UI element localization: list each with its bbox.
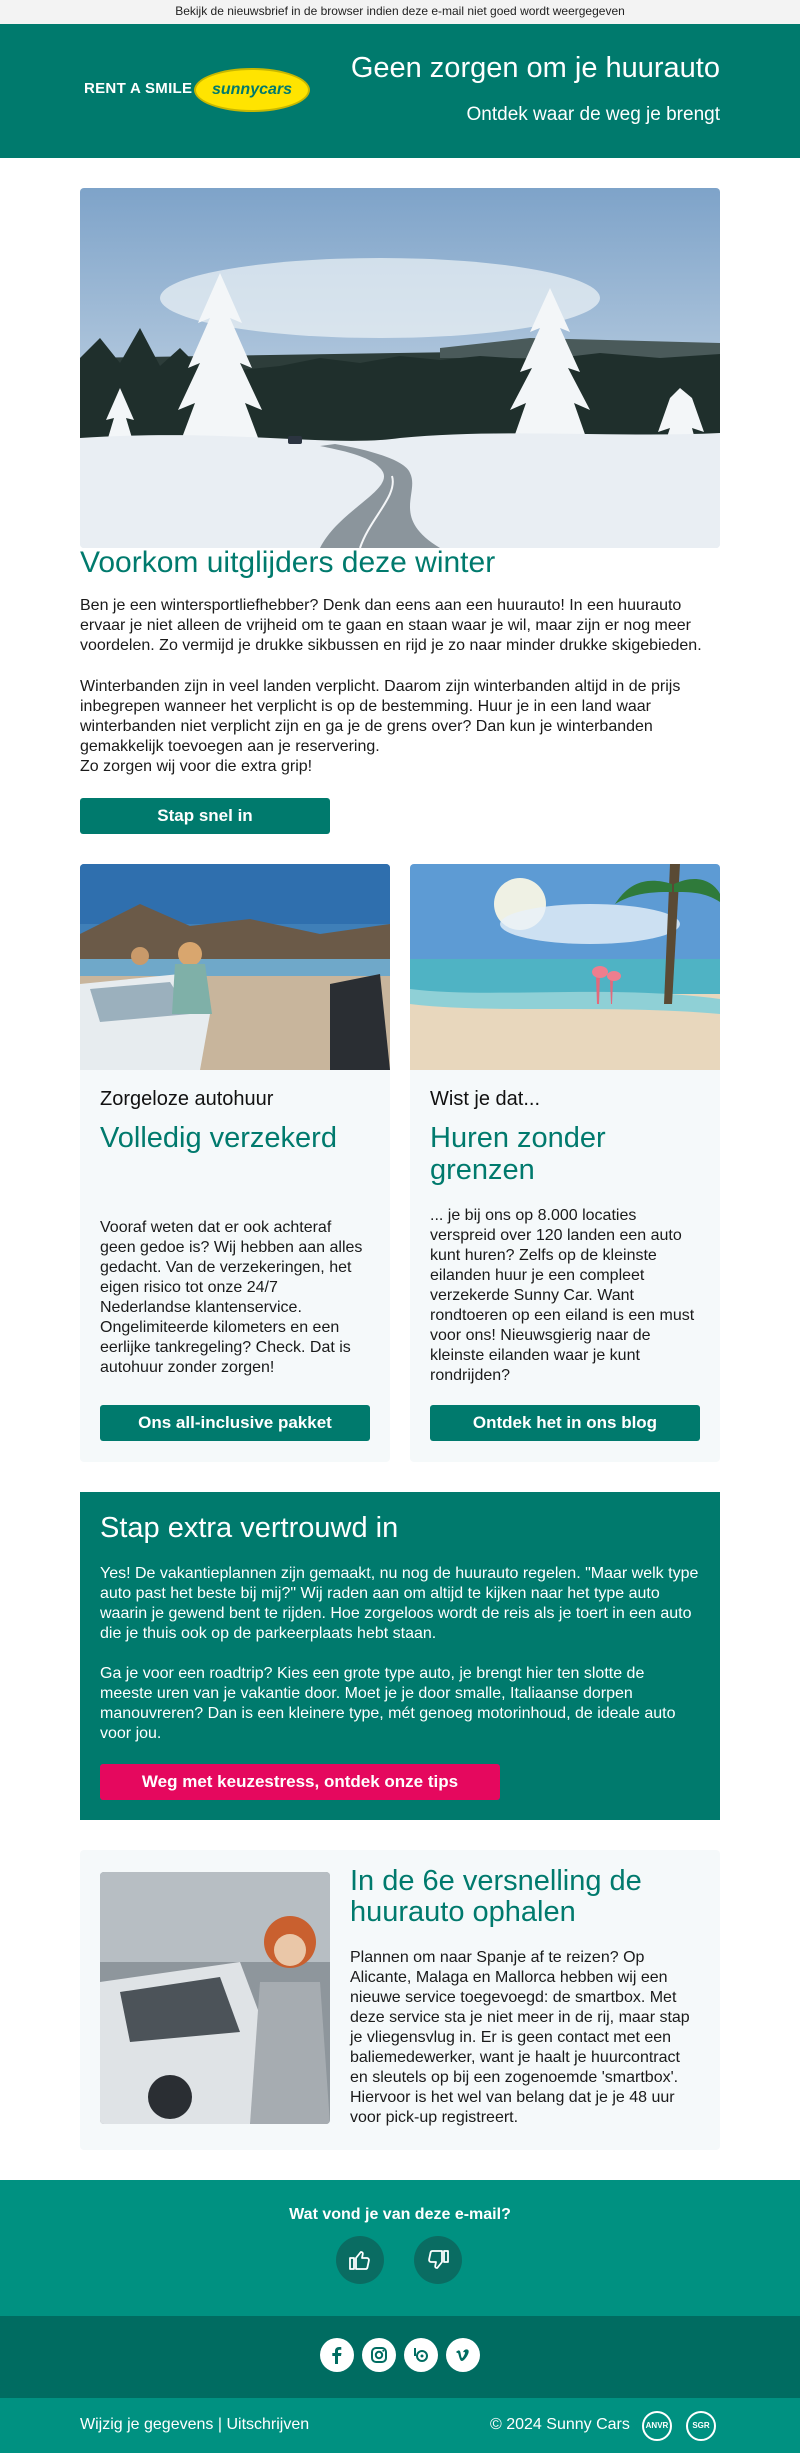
sunnycars-logo[interactable] — [84, 68, 314, 112]
woman-car-illustration — [100, 1872, 330, 2124]
trust-paragraph-2: Ga je voor een roadtrip? Kies een grote type auto, je brengt hier ten slotte de meeste uren van je vakantie door. Moet je je door smalle, Italiaanse dorpen manouvreren? Dan is een kleinere type, mét genoeg motorinhoud, de ideale auto voor jou. — [100, 1665, 676, 1742]
smartbox-section — [80, 1850, 720, 2150]
card-image-flamingo-beach[interactable] — [410, 864, 720, 1070]
sgr-badge-icon: SGR — [686, 2411, 716, 2441]
sunnycars-logo-badge — [194, 68, 310, 112]
card-title: Volledig verzekerd — [100, 1122, 337, 1154]
winter-paragraph-2-text: Winterbanden zijn in veel landen verplicht. Daarom zijn winterbanden altijd in de prijs inbegrepen wanneer het verplicht is op de bestemming. Huur je in een land waar winterbanden niet verplicht zijn en ga je de grens over? Dan kun je winterbanden gemakkelijk toevoegen aan je reservering. — [80, 678, 681, 755]
header-subtitle: Ontdek waar de weg je brengt — [466, 104, 720, 125]
vimeo-icon[interactable] — [446, 2338, 480, 2372]
thumbs-down-button[interactable] — [414, 2236, 462, 2284]
winter-road-illustration — [80, 188, 720, 548]
smartbox-image-woman-car[interactable] — [100, 1872, 330, 2124]
card-eyebrow: Wist je dat... — [430, 1088, 541, 1110]
smartbox-text: Plannen om naar Spanje af te reizen? Op Alicante, Malaga en Mallorca hebben wij een nieuwe service toegevoegd: de smartbox. Met deze service sta je niet meer in de rij, maar stap je vliegensvlug in. Er is geen contact met een baliemedewerker, want je haalt je huurcontract en sleutels op bij een zogenoemde 'smartbox'. Hiervoor is het wel van belang dat je je 48 uur voor pick-up registreert. — [350, 1949, 690, 2126]
unsubscribe-link[interactable]: Uitschrijven — [226, 2416, 310, 2433]
winter-paragraph-3-text: Zo zorgen wij voor die extra grip! — [80, 758, 313, 775]
thumbs-up-button[interactable] — [336, 2236, 384, 2284]
view-in-browser-link[interactable]: Bekijk de nieuwsbrief in de browser indien deze e-mail niet goed wordt weergegeven — [175, 4, 625, 18]
footer-links — [80, 2416, 309, 2434]
anvr-badge-icon: ANVR — [642, 2411, 672, 2441]
card-title: Huren zonder grenzen — [430, 1122, 606, 1186]
vimeo-glyph — [453, 2345, 473, 2365]
brand-slogan: RENT A SMILE — [84, 80, 193, 97]
stap-snel-in-button[interactable]: Stap snel in — [80, 798, 330, 834]
flamingo-beach-illustration — [410, 864, 720, 1070]
blog-icon[interactable] — [404, 2338, 438, 2372]
trust-section — [80, 1492, 720, 1820]
blog-button[interactable]: Ontdek het in ons blog — [430, 1405, 700, 1441]
social-bar — [0, 2316, 800, 2398]
change-details-link[interactable]: Wijzig je gegevens — [80, 2416, 214, 2433]
view-in-browser-bar[interactable] — [0, 0, 800, 24]
smartbox-title: In de 6e versnelling de huurauto ophalen — [350, 1865, 642, 1928]
all-inclusive-button[interactable]: Ons all-inclusive pakket — [100, 1405, 370, 1441]
thumbs-down-icon — [426, 2248, 450, 2272]
instagram-glyph — [369, 2345, 389, 2365]
feedback-question: Wat vond je van deze e-mail? — [289, 2206, 511, 2223]
card-image-beach-car[interactable] — [80, 864, 390, 1070]
logo-text: sunnycars — [211, 81, 293, 98]
hero-image-winter-road[interactable] — [80, 188, 720, 548]
card-eyebrow: Zorgeloze autohuur — [100, 1088, 274, 1110]
footer-separator: | — [213, 2416, 227, 2433]
feedback-section — [0, 2180, 800, 2316]
facebook-icon[interactable] — [320, 2338, 354, 2372]
card-insurance — [80, 864, 390, 1462]
thumbs-up-icon — [348, 2248, 372, 2272]
tips-button[interactable]: Weg met keuzestress, ontdek onze tips — [100, 1764, 500, 1800]
header-title: Geen zorgen om je huurauto — [350, 52, 720, 84]
instagram-icon[interactable] — [362, 2338, 396, 2372]
winter-paragraph-1: Ben je een wintersportliefhebber? Denk dan eens aan een huurauto! In een huurauto ervaar je niet alleen de vrijheid om te gaan en staan waar je wil, maar zijn er nog meer voordelen. Zo vermijd je drukke sikbussen en rijd je zo naar minder drukke skigebieden. — [80, 597, 702, 654]
footer — [0, 2398, 800, 2453]
facebook-glyph — [327, 2345, 347, 2365]
card-no-borders — [410, 864, 720, 1462]
winter-paragraph-2 — [80, 677, 720, 777]
trust-paragraph-1: Yes! De vakantieplannen zijn gemaakt, nu nog de huurauto regelen. "Maar welk type auto past het beste bij mij?" Wij raden aan om altijd te kijken naar het type auto waarin je gewend bent te rijden. Hoe zorgeloos wordt de reis als je toert in een auto die je thuis ook op de parkeerplaats hebt staan. — [100, 1565, 699, 1642]
winter-section-title: Voorkom uitglijders deze winter — [80, 546, 496, 579]
card-text: ... je bij ons op 8.000 locaties verspreid over 120 landen een auto kunt huren? Zelfs op de kleinste eilanden huur je een compleet verzekerde Sunny Car. Want rondtoeren op een eiland is een must voor ons! Nieuwsgierig naar de kleinste eilanden waar je kunt rondrijden? — [430, 1207, 695, 1384]
blog-glyph — [411, 2345, 431, 2365]
copyright: © 2024 Sunny Cars — [490, 2416, 630, 2433]
beach-car-illustration — [80, 864, 390, 1070]
trust-title: Stap extra vertrouwd in — [100, 1512, 399, 1544]
card-text: Vooraf weten dat er ook achteraf geen gedoe is? Wij hebben aan alles gedacht. Van de verzekeringen, het eigen risico tot onze 24/7 Nederlandse klantenservice. Ongelimiteerde kilometers en een eerlijke tankregeling? Check. Dat is autohuur zonder zorgen! — [100, 1219, 363, 1376]
